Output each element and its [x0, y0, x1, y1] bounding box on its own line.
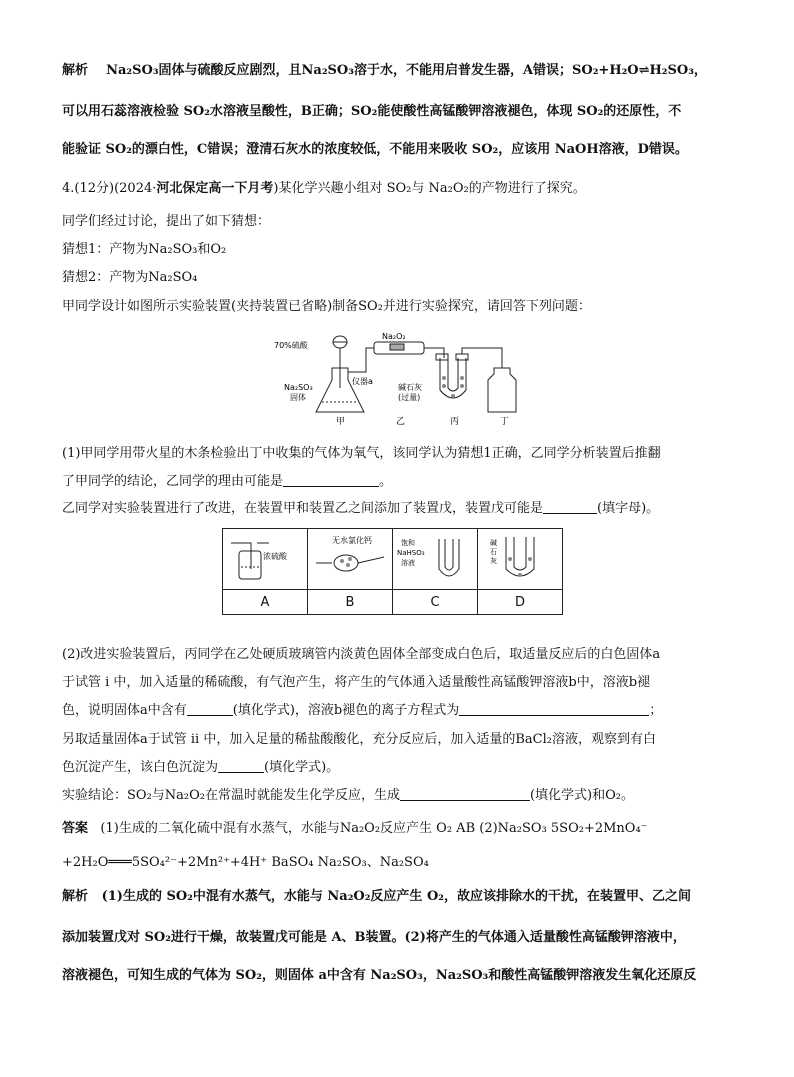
- answer-text-1: (1)生成的二氧化硫中混有水蒸气，水能与Na₂O₂反应产生 O₂ AB (2)Na₂SO₃ 5SO₂+2MnO₄⁻: [100, 821, 648, 836]
- part1-text: 了甲同学的结论，乙同学的理由可能是: [62, 474, 284, 489]
- solution-label: 溶液: [401, 559, 415, 567]
- conclusion-text1: 实验结论：SO₂与Na₂O₂在常温时就能发生化学反应，生成: [62, 788, 400, 803]
- part1c-end: (填字母)。: [597, 501, 660, 516]
- soda-lime-excess-label: (过量): [398, 393, 421, 402]
- part1-line-2: [62, 473, 392, 491]
- analysis-line-3: 能验证 SO₂的漂白性，C错误；澄清石灰水的浓度较低，不能用来吸收 SO₂，应该用 NaOH溶液，D错误。: [62, 142, 688, 157]
- part2-line-5: [62, 759, 339, 777]
- answer-line-2: +2H₂O═══5SO₄²⁻+2Mn²⁺+4H⁺ BaSO₄ Na₂SO₃、Na₂SO₄: [62, 855, 429, 870]
- acid-label: 70%硫酸: [274, 341, 308, 350]
- option-c[interactable]: C: [393, 590, 478, 615]
- question-intro: 同学们经过讨论，提出了如下猜想：: [62, 214, 271, 229]
- cacl2-label: 无水氯化钙: [332, 536, 372, 545]
- option-d[interactable]: D: [478, 590, 563, 615]
- na2so3-label: Na₂SO₃: [284, 383, 313, 392]
- answer-blank-2[interactable]: [543, 501, 597, 514]
- soda-label-2: 石: [490, 548, 497, 556]
- option-d-picture: [478, 529, 563, 590]
- answer-line-1: [62, 820, 648, 838]
- analysis2-line-3: 溶液褪色，可知生成的气体为 SO₂，则固体 a中含有 Na₂SO₃，Na₂SO₃和酸性高锰酸钾溶液发生氧化还原反: [62, 968, 697, 983]
- conc-sulfuric-label: 浓硫酸: [263, 552, 287, 561]
- part2-line-1: (2)改进实验装置后，丙同学在乙处硬质玻璃管内淡黄色固体全部变成白色后，取适量反应后的白色固体a: [62, 647, 661, 662]
- apparatus-diagram: [270, 328, 530, 426]
- na2o2-label: Na₂O₂: [382, 332, 406, 341]
- part1-line-1: (1)甲同学用带火星的木条检验出丁中收集的气体为氧气，该同学认为猜想1正确，乙同学分析装置后推翻: [62, 446, 661, 461]
- question-header: [62, 180, 586, 198]
- question-number: 4.(12分)(2024·: [62, 181, 157, 196]
- analysis-line-1: [62, 62, 707, 80]
- part2c-end: ；: [649, 703, 663, 718]
- option-c-picture: [393, 529, 478, 590]
- option-a[interactable]: A: [223, 590, 308, 615]
- option-b-picture: [308, 529, 393, 590]
- label-yi: 乙: [396, 417, 406, 426]
- analysis-label: 解析: [62, 63, 89, 78]
- analysis2-line-2: 添加装置戊对 SO₂进行干燥，故装置戊可能是 A、B装置。(2)将产生的气体通入适量酸性高锰酸钾溶液中，: [62, 930, 686, 945]
- nahso3-label: NaHSO₃: [397, 549, 425, 557]
- soda-label-1: 碱: [490, 539, 497, 547]
- option-a-picture: [223, 529, 308, 590]
- options-table: [222, 528, 563, 615]
- guess-1: 猜想1：产物为Na₂SO₃和O₂: [62, 242, 227, 257]
- part2-line-2: 于试管 i 中，加入适量的稀硫酸，有气泡产生，将产生的气体通入适量酸性高锰酸钾溶液b中，溶液b褪: [62, 675, 651, 690]
- question-topic: )某化学兴趣小组对 SO₂与 Na₂O₂的产物进行了探究。: [273, 181, 586, 196]
- part1-line-3: [62, 500, 659, 518]
- analysis-text-1: Na₂SO₃固体与硫酸反应剧烈，且Na₂SO₃溶于水，不能用启普发生器，A错误；SO₂+H₂O⇌H₂SO₃，: [106, 63, 707, 78]
- saturated-label: 饱和: [401, 539, 415, 547]
- answer-blank-5[interactable]: [218, 760, 264, 773]
- part1c-text: 乙同学对实验装置进行了改进，在装置甲和装置乙之间添加了装置戊，装置戊可能是: [62, 501, 544, 516]
- answer-blank-1[interactable]: [283, 474, 379, 487]
- part1-end: 。: [379, 474, 393, 489]
- analysis2-text-1: (1)生成的 SO₂中混有水蒸气，水能与 Na₂O₂反应产生 O₂，故应该排除水的干扰，在装置甲、乙之间: [101, 889, 691, 904]
- part2-line-4: 另取适量固体a于试管 ii 中，加入足量的稀盐酸酸化，充分反应后，加入适量的BaCl₂溶液，观察到有白: [62, 732, 656, 747]
- label-ding: 丁: [500, 417, 510, 426]
- conclusion-text2: (填化学式)和O₂。: [529, 788, 634, 803]
- question-source: 河北保定高一下月考: [156, 181, 274, 196]
- answer-blank-6[interactable]: [400, 788, 530, 801]
- answer-blank-3[interactable]: [187, 703, 233, 716]
- analysis2-label: 解析: [62, 889, 89, 904]
- label-bing: 丙: [450, 417, 460, 426]
- label-jia: 甲: [336, 417, 346, 426]
- analysis-line-2: 可以用石蕊溶液检验 SO₂水溶液呈酸性，B正确；SO₂能使酸性高锰酸钾溶液褪色，体现 SO₂的还原性，不: [62, 104, 682, 119]
- part2c-text1: 色，说明固体a中含有: [62, 703, 187, 718]
- part2e-text1: 色沉淀产生，该白色沉淀为: [62, 760, 219, 775]
- answer-label: 答案: [62, 821, 89, 836]
- option-b[interactable]: B: [308, 590, 393, 615]
- conclusion-line: [62, 787, 634, 805]
- solid-label: 固体: [290, 393, 306, 402]
- part2c-text2: (填化学式)，溶液b褪色的离子方程式为: [232, 703, 460, 718]
- part2e-text2: (填化学式)。: [264, 760, 340, 775]
- soda-label-3: 灰: [490, 557, 497, 565]
- design-text: 甲同学设计如图所示实验装置(夹持装置已省略)制备SO₂并进行实验探究，请回答下列问题：: [62, 299, 591, 314]
- guess-2: 猜想2：产物为Na₂SO₄: [62, 270, 198, 285]
- analysis2-line-1: [62, 888, 691, 906]
- answer-blank-4[interactable]: [459, 703, 649, 716]
- soda-lime-label: 碱石灰: [398, 383, 422, 392]
- part2-line-3: [62, 702, 662, 720]
- instrument-a-label: 仪器a: [352, 377, 373, 386]
